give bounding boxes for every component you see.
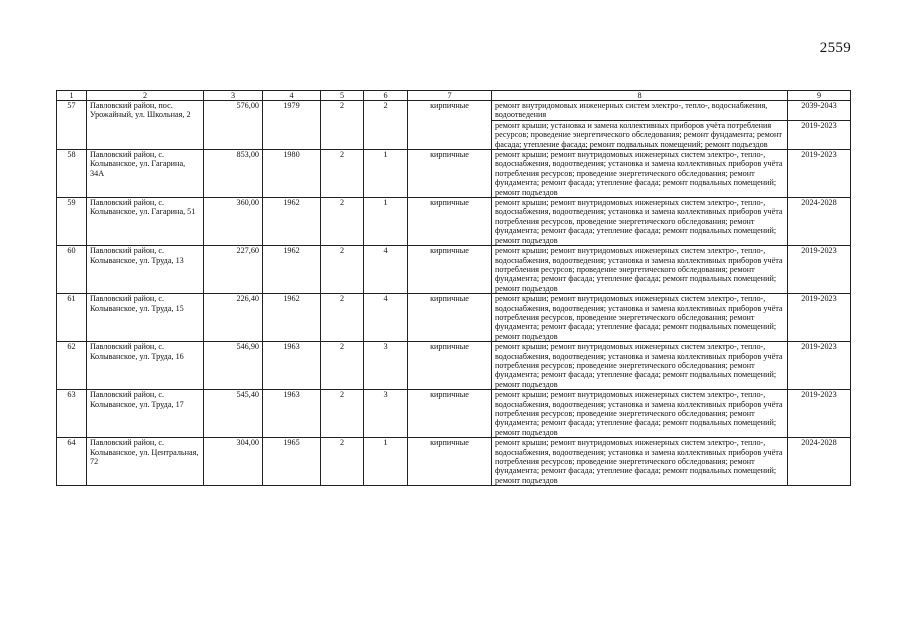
- period-cell: 2019-2023: [788, 120, 851, 149]
- column-number: 8: [492, 91, 788, 101]
- area-cell: 226,40: [204, 294, 263, 342]
- wall-material-cell: кирпичные: [408, 101, 492, 150]
- entrances-cell: 1: [364, 150, 408, 198]
- floors-cell: 2: [321, 390, 364, 438]
- works-cell: ремонт крыши; ремонт внутридомовых инженерных систем электро-, тепло-, водоснабжения, водоотведения; установка и замена коллективных приборов учёта потребления ресурсов; проведение энергетического обследования; ремонт фундамента; ремонт фасада; утепление фасада; ремонт подвальных помещений; ремонт подъездов: [492, 438, 788, 486]
- works-cell: ремонт крыши; ремонт внутридомовых инженерных систем электро-, тепло-, водоснабжения, водоотведения; установка и замена коллективных приборов учёта потребления ресурсов; проведение энергетического обследования; ремонт фундамента; ремонт фасада; утепление фасада; ремонт подвальных помещений; ремонт подъездов: [492, 390, 788, 438]
- year-cell: 1979: [263, 101, 321, 150]
- floors-cell: 2: [321, 101, 364, 150]
- period-cell: 2019-2023: [788, 294, 851, 342]
- period-cell: 2039-2043: [788, 101, 851, 121]
- wall-material-cell: кирпичные: [408, 294, 492, 342]
- wall-material-cell: кирпичные: [408, 438, 492, 486]
- table-row: [57, 101, 851, 121]
- row-number: 63: [57, 390, 87, 438]
- entrances-cell: 1: [364, 438, 408, 486]
- works-cell: ремонт крыши; ремонт внутридомовых инженерных систем электро-, тепло-, водоснабжения, водоотведения; установка и замена коллективных приборов учёта потребления ресурсов; проведение энергетического обследования; ремонт фундамента; ремонт фасада; утепление фасада; ремонт подвальных помещений; ремонт подъездов: [492, 342, 788, 390]
- area-cell: 360,00: [204, 198, 263, 246]
- entrances-cell: 3: [364, 342, 408, 390]
- year-cell: 1962: [263, 246, 321, 294]
- area-cell: 576,00: [204, 101, 263, 150]
- area-cell: 545,40: [204, 390, 263, 438]
- column-number: 9: [788, 91, 851, 101]
- year-cell: 1962: [263, 294, 321, 342]
- table-row: [57, 198, 851, 246]
- area-cell: 304,00: [204, 438, 263, 486]
- period-cell: 2019-2023: [788, 342, 851, 390]
- column-number: 1: [57, 91, 87, 101]
- works-cell: ремонт крыши; ремонт внутридомовых инженерных систем электро-, тепло-, водоснабжения, водоотведения; установка и замена коллективных приборов учёта потребления ресурсов; проведение энергетического обследования; ремонт фундамента; ремонт фасада; утепление фасада; ремонт подвальных помещений; ремонт подъездов: [492, 246, 788, 294]
- table-row: [57, 294, 851, 342]
- address-cell: Павловский район, с. Колыванское, ул. Гагарина, 34А: [87, 150, 204, 198]
- address-cell: Павловский район, с. Колыванское, ул. Центральная, 72: [87, 438, 204, 486]
- period-cell: 2019-2023: [788, 150, 851, 198]
- year-cell: 1962: [263, 198, 321, 246]
- address-cell: Павловский район, пос. Урожайный, ул. Школьная, 2: [87, 101, 204, 150]
- floors-cell: 2: [321, 438, 364, 486]
- row-number: 62: [57, 342, 87, 390]
- wall-material-cell: кирпичные: [408, 342, 492, 390]
- period-cell: 2019-2023: [788, 246, 851, 294]
- column-number: 6: [364, 91, 408, 101]
- year-cell: 1965: [263, 438, 321, 486]
- floors-cell: 2: [321, 246, 364, 294]
- works-cell: ремонт крыши; ремонт внутридомовых инженерных систем электро-, тепло-, водоснабжения, водоотведения; установка и замена коллективных приборов учёта потребления ресурсов, проведение энергетического обследования; ремонт фундамента; ремонт фасада; утепление фасада; ремонт подвальных помещений; ремонт подъездов: [492, 198, 788, 246]
- column-number: 3: [204, 91, 263, 101]
- area-cell: 227,60: [204, 246, 263, 294]
- floors-cell: 2: [321, 342, 364, 390]
- period-cell: 2024-2028: [788, 438, 851, 486]
- row-number: 61: [57, 294, 87, 342]
- year-cell: 1963: [263, 390, 321, 438]
- works-cell: ремонт крыши; установка и замена коллективных приборов учёта потребления ресурсов; проведение энергетического обследования; ремонт фундамента; ремонт фасада; утепление фасада; ремонт подвальных помещений; ремонт подъездов: [492, 120, 788, 149]
- row-number: 59: [57, 198, 87, 246]
- floors-cell: 2: [321, 294, 364, 342]
- row-number: 57: [57, 101, 87, 150]
- address-cell: Павловский район, с. Колыванское, ул. Труда, 15: [87, 294, 204, 342]
- year-cell: 1963: [263, 342, 321, 390]
- table-row: [57, 342, 851, 390]
- works-cell: ремонт крыши; ремонт внутридомовых инженерных систем электро-, тепло-, водоснабжения, водоотведения; установка и замена коллективных приборов учёта потребления ресурсов; проведение энергетического обследования; ремонт фундамента; ремонт фасада; утепление фасада; ремонт подвальных помещений; ремонт подъездов: [492, 150, 788, 198]
- column-number: 4: [263, 91, 321, 101]
- housing-register-table: [56, 90, 851, 486]
- entrances-cell: 4: [364, 246, 408, 294]
- column-number: 2: [87, 91, 204, 101]
- floors-cell: 2: [321, 150, 364, 198]
- row-number: 60: [57, 246, 87, 294]
- table-row: [57, 438, 851, 486]
- works-cell: ремонт внутридомовых инженерных систем электро-, тепло-, водоснабжения, водоотведения: [492, 101, 788, 121]
- address-cell: Павловский район, с. Колыванское, ул. Труда, 13: [87, 246, 204, 294]
- page-number: 2559: [819, 40, 851, 56]
- entrances-cell: 4: [364, 294, 408, 342]
- address-cell: Павловский район, с. Колыванское, ул. Гагарина, 51: [87, 198, 204, 246]
- row-number: 58: [57, 150, 87, 198]
- address-cell: Павловский район, с. Колыванское, ул. Труда, 17: [87, 390, 204, 438]
- entrances-cell: 1: [364, 198, 408, 246]
- area-cell: 546,90: [204, 342, 263, 390]
- wall-material-cell: кирпичные: [408, 246, 492, 294]
- row-number: 64: [57, 438, 87, 486]
- table-row: [57, 390, 851, 438]
- wall-material-cell: кирпичные: [408, 198, 492, 246]
- table-row: [57, 246, 851, 294]
- column-number: 7: [408, 91, 492, 101]
- works-cell: ремонт крыши; ремонт внутридомовых инженерных систем электро-, тепло-, водоснабжения, водоотведения; установка и замена коллективных приборов учёта потребления ресурсов, проведение энергетического обследования; ремонт фундамента; ремонт фасада; утепление фасада; ремонт подвальных помещений; ремонт подъездов: [492, 294, 788, 342]
- year-cell: 1980: [263, 150, 321, 198]
- floors-cell: 2: [321, 198, 364, 246]
- period-cell: 2024-2028: [788, 198, 851, 246]
- column-number: 5: [321, 91, 364, 101]
- entrances-cell: 2: [364, 101, 408, 150]
- entrances-cell: 3: [364, 390, 408, 438]
- area-cell: 853,00: [204, 150, 263, 198]
- wall-material-cell: кирпичные: [408, 390, 492, 438]
- period-cell: 2019-2023: [788, 390, 851, 438]
- table-row: [57, 150, 851, 198]
- wall-material-cell: кирпичные: [408, 150, 492, 198]
- address-cell: Павловский район, с. Колыванское, ул. Труда, 16: [87, 342, 204, 390]
- column-number-row: [57, 91, 851, 101]
